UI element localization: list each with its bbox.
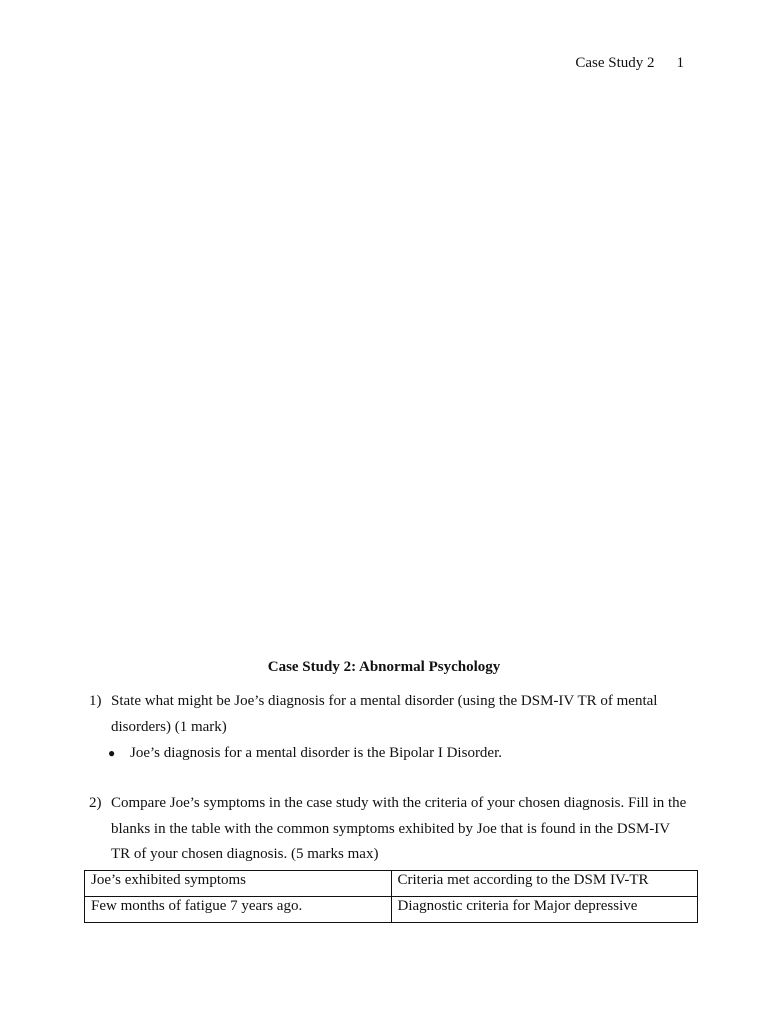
page-number: 1 bbox=[676, 55, 684, 71]
table-row bbox=[85, 897, 698, 923]
document-title: Case Study 2: Abnormal Psychology bbox=[267, 659, 501, 675]
table-cell: Few months of fatigue 7 years ago. bbox=[85, 897, 392, 923]
question-1 bbox=[89, 689, 689, 740]
answer-text: Joe’s diagnosis for a mental disorder is the Bipolar I Disorder. bbox=[130, 745, 503, 761]
symptoms-table bbox=[84, 870, 698, 923]
running-head: Case Study 2 bbox=[575, 55, 655, 71]
page-header bbox=[575, 55, 684, 72]
table-header-row bbox=[85, 871, 698, 897]
question-text: Compare Joe’s symptoms in the case study with the criteria of your chosen diagnosis. Fill in the blanks in the table with the common symptoms exhibited by Joe that is found in the DSM-IV TR of your chosen diagnosis. (5 marks max) bbox=[111, 795, 687, 862]
question-2 bbox=[89, 791, 689, 868]
bullet-icon: ● bbox=[108, 746, 116, 760]
question-number: 2) bbox=[89, 795, 102, 811]
question-text: State what might be Joe’s diagnosis for a mental disorder (using the DSM-IV TR of mental disorders) (1 mark) bbox=[111, 693, 658, 735]
table-header-cell: Joe’s exhibited symptoms bbox=[85, 871, 392, 897]
table-cell: Diagnostic criteria for Major depressive bbox=[391, 897, 698, 923]
table-header-cell: Criteria met according to the DSM IV-TR bbox=[391, 871, 698, 897]
answer-bullet bbox=[108, 741, 688, 766]
question-number: 1) bbox=[89, 693, 102, 709]
